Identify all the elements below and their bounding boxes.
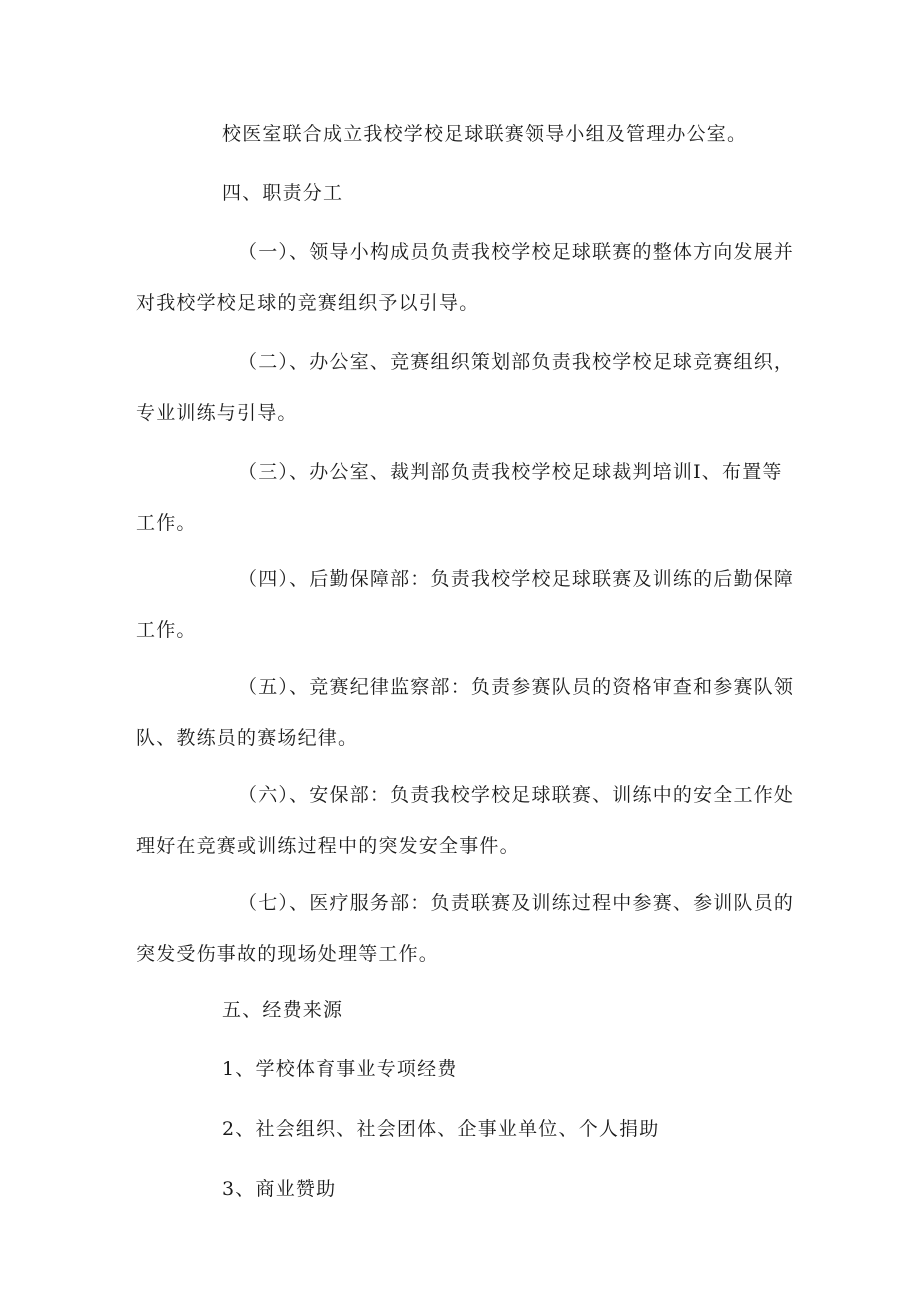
duty-item-6-line-2: 理好在竞赛或训练过程中的突发安全事件。 bbox=[136, 835, 520, 857]
funding-item-1: 1、学校体育事业专项经费 bbox=[222, 1058, 458, 1080]
duty-item-2-line-1: （二）、办公室、竞赛组织策划部负责我校学校足球竞赛组织， bbox=[238, 351, 795, 373]
duty-item-6-line-1: （六）、安保部：负责我校学校足球联赛、训练中的安全工作处 bbox=[238, 784, 795, 806]
duty-item-2-line-2: 专业训练与引导。 bbox=[136, 402, 298, 424]
duty-item-3-line-1: （三）、办公室、裁判部负责我校学校足球裁判培训Ⅰ、布置等 bbox=[238, 461, 783, 483]
duty-item-7-line-2: 突发受伤事故的现场处理等工作。 bbox=[136, 943, 440, 965]
duty-item-1-line-1: （一）、领导小构成员负责我校学校足球联赛的整体方向发展并 bbox=[238, 241, 795, 263]
funding-item-3: 3、商业赞助 bbox=[222, 1178, 337, 1200]
funding-item-2: 2、社会组织、社会团体、企事业单位、个人捐助 bbox=[222, 1118, 660, 1140]
section-4-heading: 四、职责分工 bbox=[222, 182, 344, 204]
duty-item-4-line-1: （四）、后勤保障部：负责我校学校足球联赛及训练的后勤保障 bbox=[238, 568, 795, 590]
duty-item-4-line-2: 工作。 bbox=[136, 619, 197, 641]
duty-item-1-line-2: 对我校学校足球的竞赛组织予以引导。 bbox=[136, 292, 480, 314]
section-5-heading: 五、经费来源 bbox=[222, 999, 344, 1021]
duty-item-3-line-2: 工作。 bbox=[136, 512, 197, 534]
duty-item-5-line-1: （五）、竞赛纪律监察部：负责参赛队员的资格审查和参赛队领 bbox=[238, 676, 795, 698]
duty-item-5-line-2: 队、教练员的赛场纪律。 bbox=[136, 727, 359, 749]
intro-tail-text: 校医室联合成立我校学校足球联赛领导小组及管理办公室。 bbox=[222, 123, 748, 145]
duty-item-7-line-1: （七）、医疗服务部：负责联赛及训练过程中参赛、参训队员的 bbox=[238, 892, 795, 914]
